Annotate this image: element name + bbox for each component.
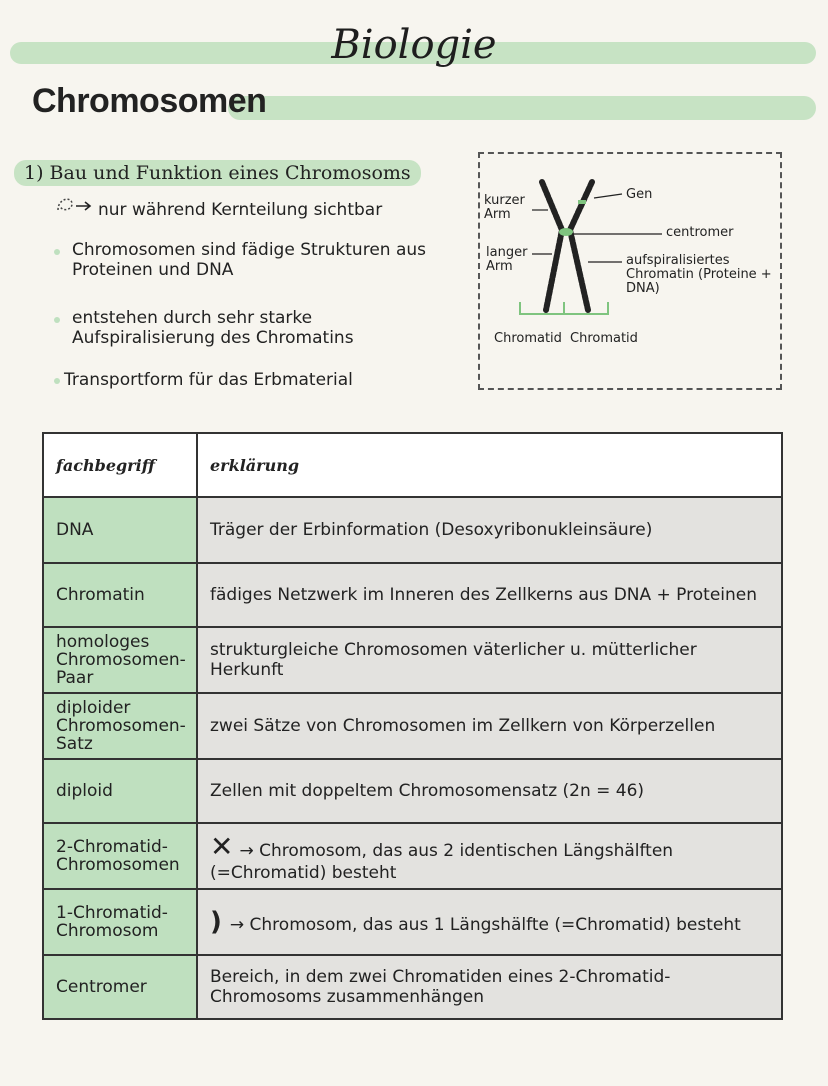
label-chromatid-left: Chromatid <box>494 331 562 346</box>
label-centromer: centromer <box>666 225 734 240</box>
label-gen: Gen <box>626 187 653 202</box>
label-chromatid-right: Chromatid <box>570 331 638 346</box>
eye-arrow-icon <box>54 192 94 218</box>
note-formation: entstehen durch sehr starke Aufspiralisierung des Chromatins <box>72 308 354 348</box>
label-langer-arm: langer Arm <box>486 245 528 274</box>
term-cell: Chromatin <box>43 563 197 627</box>
table-row <box>43 955 782 1019</box>
label-aufspiralisiert: aufspiralisiertes Chromatin (Proteine + DNA) <box>626 253 772 296</box>
definitions-table <box>42 432 783 1020</box>
table-row <box>43 563 782 627</box>
topic-highlight-bar <box>228 96 816 120</box>
term-cell: homologes Chromosomen-Paar <box>43 627 197 693</box>
definition-cell: strukturgleiche Chromosomen väterlicher u. mütterlicher Herkunft <box>197 627 782 693</box>
definition-cell: Träger der Erbinformation (Desoxyribonukleinsäure) <box>197 497 782 563</box>
table-row <box>43 497 782 563</box>
term-cell: diploider Chromosomen-Satz <box>43 693 197 759</box>
section-heading: 1) Bau und Funktion eines Chromosoms <box>14 160 421 186</box>
definition-cell: Zellen mit doppeltem Chromosomensatz (2n = 46) <box>197 759 782 823</box>
bullet-dot <box>54 378 60 384</box>
table-row <box>43 889 782 955</box>
definition-cell: fädiges Netzwerk im Inneren des Zellkerns aus DNA + Proteinen <box>197 563 782 627</box>
term-cell: Centromer <box>43 955 197 1019</box>
table-row <box>43 823 782 889</box>
chromosome-diagram <box>478 152 782 390</box>
bullet-dot <box>54 249 60 255</box>
topic-heading: Chromosomen <box>32 82 267 120</box>
header-definition: erklärung <box>197 433 782 497</box>
definition-text: → Chromosom, das aus 1 Längshälfte (=Chromatid) besteht <box>229 915 741 935</box>
definition-cell <box>197 823 782 889</box>
term-cell: DNA <box>43 497 197 563</box>
term-cell: 2-Chromatid-Chromosomen <box>43 823 197 889</box>
note-transport <box>64 370 353 390</box>
x-chromosome-icon: ✕ <box>210 829 234 863</box>
single-chromatid-icon: ) <box>210 907 222 937</box>
table-header-row <box>43 433 782 497</box>
table-row <box>43 693 782 759</box>
definition-text: → Chromosom, das aus 2 identischen Längshälften (=Chromatid) besteht <box>210 840 674 883</box>
table-row <box>43 759 782 823</box>
definition-cell: Bereich, in dem zwei Chromatiden eines 2-Chromatid-Chromosoms zusammenhängen <box>197 955 782 1019</box>
term-cell: diploid <box>43 759 197 823</box>
note-transport-text: Transportform für das Erbmaterial <box>64 370 353 390</box>
note-structure <box>72 240 432 280</box>
term-cell: 1-Chromatid-Chromosom <box>43 889 197 955</box>
definition-cell <box>197 889 782 955</box>
header-term: fachbegriff <box>43 433 197 497</box>
table-row <box>43 627 782 693</box>
note-structure-text: Chromosomen sind fädige Strukturen aus Proteinen und DNA <box>72 240 427 280</box>
page-title: Biologie <box>331 22 497 68</box>
bullet-dot <box>54 317 60 323</box>
label-kurzer-arm: kurzer Arm <box>484 193 525 222</box>
note-visible: nur während Kernteilung sichtbar <box>98 200 383 220</box>
definition-cell: zwei Sätze von Chromosomen im Zellkern von Körperzellen <box>197 693 782 759</box>
